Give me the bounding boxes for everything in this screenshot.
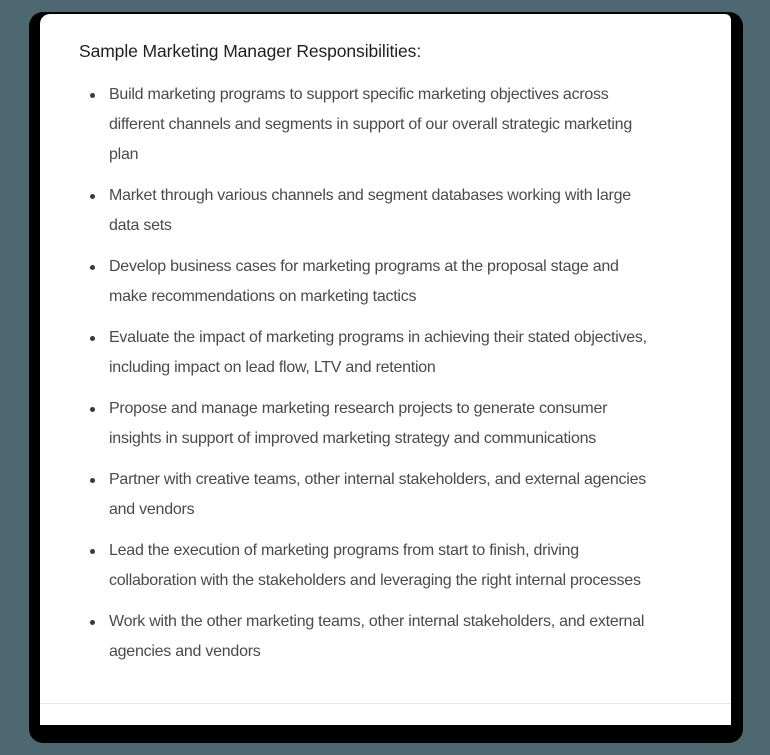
list-item: [40, 394, 654, 454]
list-item-text: Develop business cases for marketing programs at the proposal stage and make recommendations on marketing tactics: [109, 258, 619, 305]
list-item-text: Market through various channels and segment databases working with large data sets: [109, 187, 631, 234]
list-item: [40, 323, 654, 383]
bullet-icon: [90, 265, 95, 270]
list-item-text: Build marketing programs to support specific marketing objectives across different channels and segments in support of our overall strategic marketing plan: [109, 86, 632, 163]
list-item-text: Partner with creative teams, other internal stakeholders, and external agencies and vendors: [109, 471, 646, 518]
bottom-divider: [40, 703, 731, 704]
list-item: [40, 181, 654, 241]
list-item: [40, 252, 654, 312]
bullet-icon: [90, 336, 95, 341]
bullet-icon: [90, 549, 95, 554]
list-item-text: Lead the execution of marketing programs from start to finish, driving collaboration with the stakeholders and leveraging the right internal processes: [109, 542, 641, 589]
list-item: [40, 80, 654, 170]
bullet-icon: [90, 93, 95, 98]
bullet-icon: [90, 407, 95, 412]
bullet-icon: [90, 194, 95, 199]
responsibilities-card: [40, 14, 731, 725]
bullet-icon: [90, 620, 95, 625]
list-item-text: Evaluate the impact of marketing programs in achieving their stated objectives, including impact on lead flow, LTV and retention: [109, 329, 647, 376]
list-item: [40, 536, 654, 596]
list-item: [40, 607, 654, 667]
bullet-icon: [90, 478, 95, 483]
list-item: [40, 465, 654, 525]
section-heading: Sample Marketing Manager Responsibilities:: [79, 41, 422, 61]
list-item-text: Propose and manage marketing research projects to generate consumer insights in support of improved marketing strategy and communications: [109, 400, 608, 447]
responsibilities-list: [40, 80, 731, 678]
list-item-text: Work with the other marketing teams, other internal stakeholders, and external agencies and vendors: [109, 613, 645, 660]
